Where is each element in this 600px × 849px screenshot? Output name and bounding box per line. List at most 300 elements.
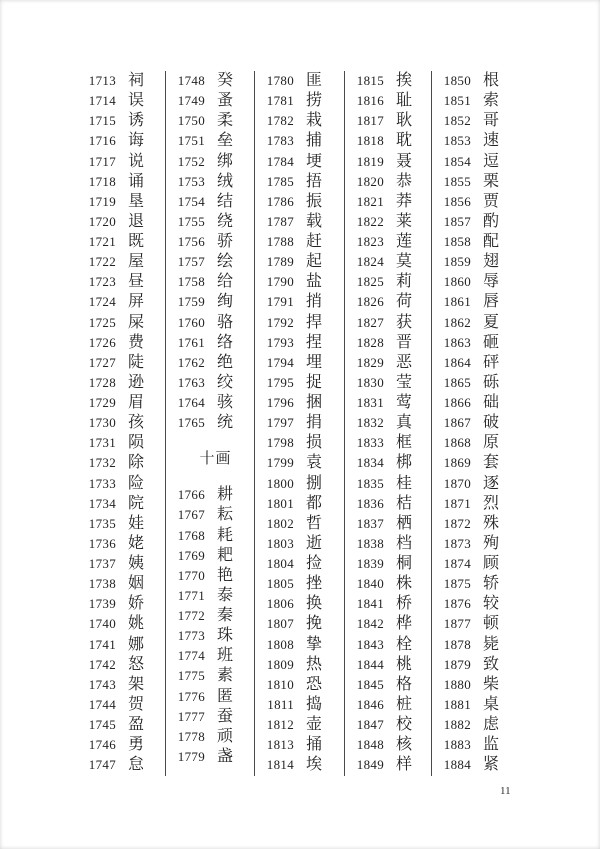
entry-character: 顿	[483, 615, 500, 633]
entry-row	[443, 695, 510, 715]
entry-row	[266, 635, 344, 655]
entry-character: 损	[306, 434, 323, 452]
entry-number: 1855	[443, 173, 471, 189]
entry-character: 蚕	[217, 707, 234, 725]
entry-number: 1830	[356, 374, 384, 390]
entry-row	[88, 514, 165, 534]
entry-character: 速	[483, 132, 500, 150]
entry-row	[356, 453, 431, 473]
entry-row	[356, 373, 431, 393]
entry-number: 1779	[177, 748, 205, 764]
entry-number: 1856	[443, 193, 471, 209]
entry-number: 1762	[177, 354, 205, 370]
entry-number: 1813	[266, 737, 294, 753]
entry-row	[88, 91, 165, 111]
entry-character: 赶	[306, 233, 323, 250]
entry-character: 虑	[483, 716, 500, 733]
entry-number: 1749	[177, 93, 205, 109]
entry-number: 1854	[443, 153, 471, 169]
entry-character: 辱	[483, 273, 500, 291]
entry-number: 1729	[88, 395, 116, 410]
entry-row	[266, 534, 344, 554]
entry-number: 1761	[177, 334, 205, 350]
entry-row	[88, 413, 165, 433]
entry-character: 殊	[483, 514, 500, 532]
entry-row	[356, 272, 431, 292]
entry-character: 贾	[483, 192, 500, 210]
entry-row	[88, 655, 165, 675]
entry-row	[266, 574, 344, 594]
entry-number: 1769	[177, 547, 205, 563]
entry-character: 蚤	[217, 92, 234, 110]
entry-character: 恭	[396, 172, 413, 190]
entry-row	[356, 353, 431, 373]
entry-number: 1765	[177, 415, 205, 431]
entry-character: 真	[396, 414, 413, 432]
entry-character: 柔	[217, 112, 234, 130]
entry-character: 耻	[396, 92, 413, 110]
entry-number: 1843	[356, 636, 384, 652]
entry-character: 盏	[217, 747, 234, 765]
entry-number: 1795	[266, 374, 294, 390]
entry-row	[88, 393, 165, 413]
entry-row	[177, 747, 254, 767]
entry-row	[356, 192, 431, 212]
entry-row	[356, 313, 431, 333]
entry-number: 1791	[266, 294, 294, 310]
entry-number: 1884	[443, 757, 471, 773]
entry-row	[443, 574, 510, 594]
entry-character: 费	[128, 333, 145, 351]
entry-number: 1718	[88, 173, 116, 189]
entry-character: 统	[217, 414, 234, 432]
entry-row	[356, 433, 431, 453]
entry-row	[443, 172, 510, 192]
entry-character: 破	[483, 414, 500, 432]
entry-character: 屏	[128, 293, 145, 311]
entry-row	[88, 131, 165, 151]
entry-number: 1829	[356, 354, 384, 370]
entry-row	[356, 635, 431, 655]
entry-character: 匿	[217, 687, 234, 705]
entry-row	[177, 152, 254, 172]
entry-row	[88, 172, 165, 192]
entry-row	[443, 272, 510, 292]
entry-row	[88, 755, 165, 775]
entry-character: 诱	[128, 112, 145, 130]
entry-number: 1737	[88, 556, 116, 571]
entry-row	[443, 192, 510, 212]
entry-row	[266, 172, 344, 192]
entry-row	[266, 192, 344, 212]
entry-row	[356, 393, 431, 413]
entry-row	[177, 292, 254, 312]
entry-row	[443, 232, 510, 252]
entry-row	[443, 373, 510, 393]
entry-number: 1842	[356, 616, 384, 632]
entry-character: 振	[306, 192, 323, 210]
entry-character: 误	[128, 92, 145, 110]
entry-row	[443, 755, 510, 775]
character-column-3	[255, 71, 345, 776]
entry-row	[177, 626, 254, 646]
entry-row	[356, 594, 431, 614]
entry-number: 1714	[88, 93, 116, 109]
entry-number: 1825	[356, 274, 384, 290]
entry-row	[177, 526, 254, 546]
entry-row	[443, 313, 510, 333]
entry-number: 1750	[177, 113, 205, 129]
entry-character: 捂	[306, 172, 323, 190]
entry-character: 捅	[306, 736, 323, 754]
entry-row	[266, 252, 344, 272]
entry-row	[88, 111, 165, 131]
entry-row	[266, 413, 344, 433]
entry-character: 捍	[306, 313, 323, 331]
entry-character: 绘	[217, 253, 234, 271]
entry-number: 1824	[356, 254, 384, 270]
entry-number: 1864	[443, 354, 471, 370]
entry-character: 捌	[306, 474, 323, 492]
entry-character: 础	[483, 394, 500, 411]
entry-character: 索	[483, 92, 500, 110]
entry-number: 1736	[88, 535, 116, 551]
entry-row	[356, 494, 431, 514]
entry-character: 垒	[217, 132, 234, 150]
entry-character: 逐	[483, 474, 500, 492]
entry-row	[266, 111, 344, 131]
entry-character: 顾	[483, 555, 500, 572]
entry-number: 1847	[356, 717, 384, 732]
entry-number: 1755	[177, 213, 205, 229]
entry-character: 配	[483, 233, 500, 250]
entry-row	[266, 514, 344, 534]
entry-row	[443, 413, 510, 433]
entry-row	[356, 333, 431, 353]
entry-row	[266, 474, 344, 494]
entry-number: 1713	[88, 73, 116, 88]
entry-character: 唇	[483, 293, 500, 311]
entry-number: 1788	[266, 234, 294, 249]
entry-number: 1878	[443, 636, 471, 652]
entry-character: 绝	[217, 353, 234, 371]
entry-row	[266, 675, 344, 695]
entry-number: 1840	[356, 576, 384, 592]
entry-number: 1752	[177, 153, 205, 169]
entry-character: 耽	[396, 132, 413, 150]
entry-number: 1832	[356, 415, 384, 431]
entry-number: 1860	[443, 274, 471, 290]
entry-character: 娜	[128, 635, 145, 653]
entry-character: 校	[396, 716, 413, 733]
entry-number: 1863	[443, 334, 471, 350]
entry-number: 1757	[177, 254, 205, 270]
entry-character: 起	[306, 253, 323, 271]
entry-number: 1817	[356, 113, 384, 129]
entry-row	[266, 272, 344, 292]
entry-character: 荷	[396, 293, 413, 311]
entry-character: 翅	[483, 253, 500, 271]
entry-row	[88, 192, 165, 212]
entry-number: 1725	[88, 314, 116, 330]
entry-character: 桥	[396, 595, 413, 613]
entry-number: 1851	[443, 93, 471, 109]
entry-row	[443, 152, 510, 172]
entry-character: 监	[483, 736, 500, 754]
entry-number: 1778	[177, 728, 205, 744]
entry-row	[266, 333, 344, 353]
entry-number: 1730	[88, 415, 116, 431]
entry-number: 1808	[266, 636, 294, 652]
entry-number: 1805	[266, 576, 294, 592]
entry-row	[356, 212, 431, 232]
entry-character: 屎	[128, 313, 145, 331]
entry-row	[443, 735, 510, 755]
entry-row	[177, 91, 254, 111]
entry-row	[356, 514, 431, 534]
entry-character: 结	[217, 192, 234, 210]
entry-character: 框	[396, 434, 413, 452]
entry-number: 1743	[88, 676, 116, 692]
entry-character: 骆	[217, 313, 234, 331]
entry-number: 1862	[443, 314, 471, 330]
entry-number: 1759	[177, 294, 205, 310]
entry-number: 1784	[266, 153, 294, 169]
entry-number: 1823	[356, 234, 384, 249]
entry-number: 1785	[266, 173, 294, 189]
entry-row	[177, 586, 254, 606]
entry-row	[266, 393, 344, 413]
entry-number: 1793	[266, 334, 294, 350]
entry-number: 1721	[88, 234, 116, 249]
entry-row	[443, 534, 510, 554]
entry-row	[356, 152, 431, 172]
entry-character: 怠	[128, 756, 145, 774]
entry-character: 栓	[396, 635, 413, 653]
stroke-count-section-header: 十画	[199, 450, 232, 467]
entry-number: 1883	[443, 737, 471, 753]
entry-character: 致	[483, 655, 500, 673]
entry-character: 砰	[483, 353, 500, 371]
entry-number: 1796	[266, 395, 294, 410]
entry-row	[88, 594, 165, 614]
entry-character: 捏	[306, 333, 323, 351]
entry-character: 贺	[128, 695, 145, 713]
entry-row	[177, 192, 254, 212]
entry-character: 获	[396, 313, 413, 331]
entry-number: 1837	[356, 515, 384, 531]
entry-character: 聂	[396, 152, 413, 170]
entry-character: 原	[483, 434, 500, 452]
entry-character: 绚	[217, 293, 234, 311]
entry-character: 诵	[128, 172, 145, 190]
entry-row	[443, 594, 510, 614]
entry-number: 1841	[356, 596, 384, 612]
entry-row	[356, 554, 431, 574]
entry-row	[356, 252, 431, 272]
entry-row	[88, 333, 165, 353]
entry-character: 哲	[306, 514, 323, 532]
entry-row	[356, 292, 431, 312]
entry-row	[88, 353, 165, 373]
entry-character: 捡	[306, 555, 323, 572]
entry-character: 陨	[128, 434, 145, 452]
entry-character: 烈	[483, 494, 500, 512]
entry-row	[88, 252, 165, 272]
entry-number: 1802	[266, 515, 294, 531]
entry-row	[177, 252, 254, 272]
entry-row	[177, 606, 254, 626]
entry-character: 说	[128, 152, 145, 170]
entry-number: 1763	[177, 374, 205, 390]
entry-number: 1775	[177, 668, 205, 684]
entry-number: 1812	[266, 717, 294, 732]
entry-character: 梆	[396, 454, 413, 472]
entry-row	[443, 252, 510, 272]
entry-row	[88, 292, 165, 312]
entry-row	[356, 534, 431, 554]
entry-number: 1767	[177, 507, 205, 523]
entry-character: 恐	[306, 675, 323, 693]
entry-character: 娇	[128, 595, 145, 613]
entry-character: 样	[396, 756, 413, 774]
entry-row	[177, 505, 254, 525]
entry-character: 姻	[128, 575, 145, 593]
entry-number: 1807	[266, 616, 294, 632]
entry-character: 耗	[217, 526, 234, 544]
entry-row	[356, 413, 431, 433]
entry-character: 逝	[306, 534, 323, 552]
entry-number: 1739	[88, 596, 116, 612]
entry-number: 1753	[177, 173, 205, 189]
entry-number: 1827	[356, 314, 384, 330]
entry-number: 1732	[88, 455, 116, 471]
entry-character: 档	[396, 534, 413, 552]
entry-number: 1794	[266, 354, 294, 370]
entry-character: 桩	[396, 695, 413, 713]
entry-character: 架	[128, 675, 145, 693]
entry-character: 莫	[396, 253, 413, 271]
entry-number: 1780	[266, 73, 294, 88]
entry-row	[88, 152, 165, 172]
entry-number: 1870	[443, 475, 471, 491]
entry-row	[356, 574, 431, 594]
entry-character: 眉	[128, 394, 145, 411]
entry-row	[177, 666, 254, 686]
entry-row	[88, 574, 165, 594]
entry-character: 盐	[306, 273, 323, 291]
entry-number: 1844	[356, 656, 384, 672]
entry-character: 绞	[217, 373, 234, 391]
entry-character: 耙	[217, 546, 234, 564]
entry-row	[443, 333, 510, 353]
entry-character: 顽	[217, 727, 234, 745]
entry-number: 1810	[266, 676, 294, 692]
entry-row	[266, 373, 344, 393]
entry-character: 姨	[128, 555, 145, 572]
entry-number: 1800	[266, 475, 294, 491]
entry-number: 1859	[443, 254, 471, 270]
entry-row	[356, 675, 431, 695]
entry-character: 殉	[483, 534, 500, 552]
entry-row	[177, 566, 254, 586]
entry-number: 1861	[443, 294, 471, 310]
entry-character: 逗	[483, 152, 500, 170]
entry-character: 砾	[483, 373, 500, 391]
entry-character: 屋	[128, 253, 145, 271]
entry-number: 1783	[266, 133, 294, 149]
entry-character: 捉	[306, 373, 323, 391]
entry-number: 1853	[443, 133, 471, 149]
entry-character: 癸	[217, 72, 234, 89]
entry-row	[443, 433, 510, 453]
entry-row	[177, 313, 254, 333]
entry-number: 1809	[266, 656, 294, 672]
entry-row	[443, 131, 510, 151]
entry-row	[177, 727, 254, 747]
entry-number: 1764	[177, 395, 205, 410]
entry-character: 套	[483, 454, 500, 472]
entry-character: 砸	[483, 333, 500, 351]
entry-number: 1879	[443, 656, 471, 672]
entry-number: 1814	[266, 757, 294, 773]
entry-row	[177, 707, 254, 727]
entry-row	[443, 554, 510, 574]
entry-character: 桂	[396, 474, 413, 492]
entry-number: 1848	[356, 737, 384, 753]
entry-row	[177, 111, 254, 131]
entry-character: 核	[396, 736, 413, 754]
entry-number: 1744	[88, 696, 116, 712]
entry-character: 络	[217, 333, 234, 351]
entry-character: 怒	[128, 655, 145, 673]
entry-number: 1768	[177, 527, 205, 543]
entry-character: 绕	[217, 212, 234, 230]
character-column-1	[85, 71, 166, 776]
entry-row	[443, 353, 510, 373]
entry-character: 除	[128, 454, 145, 472]
entry-character: 袁	[306, 454, 323, 472]
page-number: 11	[500, 785, 511, 797]
entry-character: 栽	[306, 112, 323, 130]
entry-character: 娃	[128, 514, 145, 532]
entry-row	[266, 715, 344, 735]
entry-row	[266, 232, 344, 252]
entry-row	[88, 474, 165, 494]
entry-number: 1868	[443, 435, 471, 451]
entry-number: 1746	[88, 737, 116, 753]
entry-row	[443, 111, 510, 131]
entry-row	[177, 393, 254, 413]
entry-row	[356, 172, 431, 192]
entry-row	[443, 393, 510, 413]
entry-row	[177, 232, 254, 252]
entry-number: 1834	[356, 455, 384, 471]
entry-number: 1790	[266, 274, 294, 290]
entry-character: 素	[217, 667, 234, 685]
entry-character: 栗	[483, 172, 500, 190]
entry-number: 1882	[443, 717, 471, 732]
entry-row	[177, 546, 254, 566]
entry-number: 1731	[88, 435, 116, 451]
entry-character: 盈	[128, 716, 145, 733]
entry-character: 热	[306, 655, 323, 673]
entry-row	[266, 71, 344, 91]
entry-number: 1786	[266, 193, 294, 209]
entry-row	[266, 91, 344, 111]
entry-character: 耿	[396, 112, 413, 130]
entry-row	[177, 71, 254, 91]
